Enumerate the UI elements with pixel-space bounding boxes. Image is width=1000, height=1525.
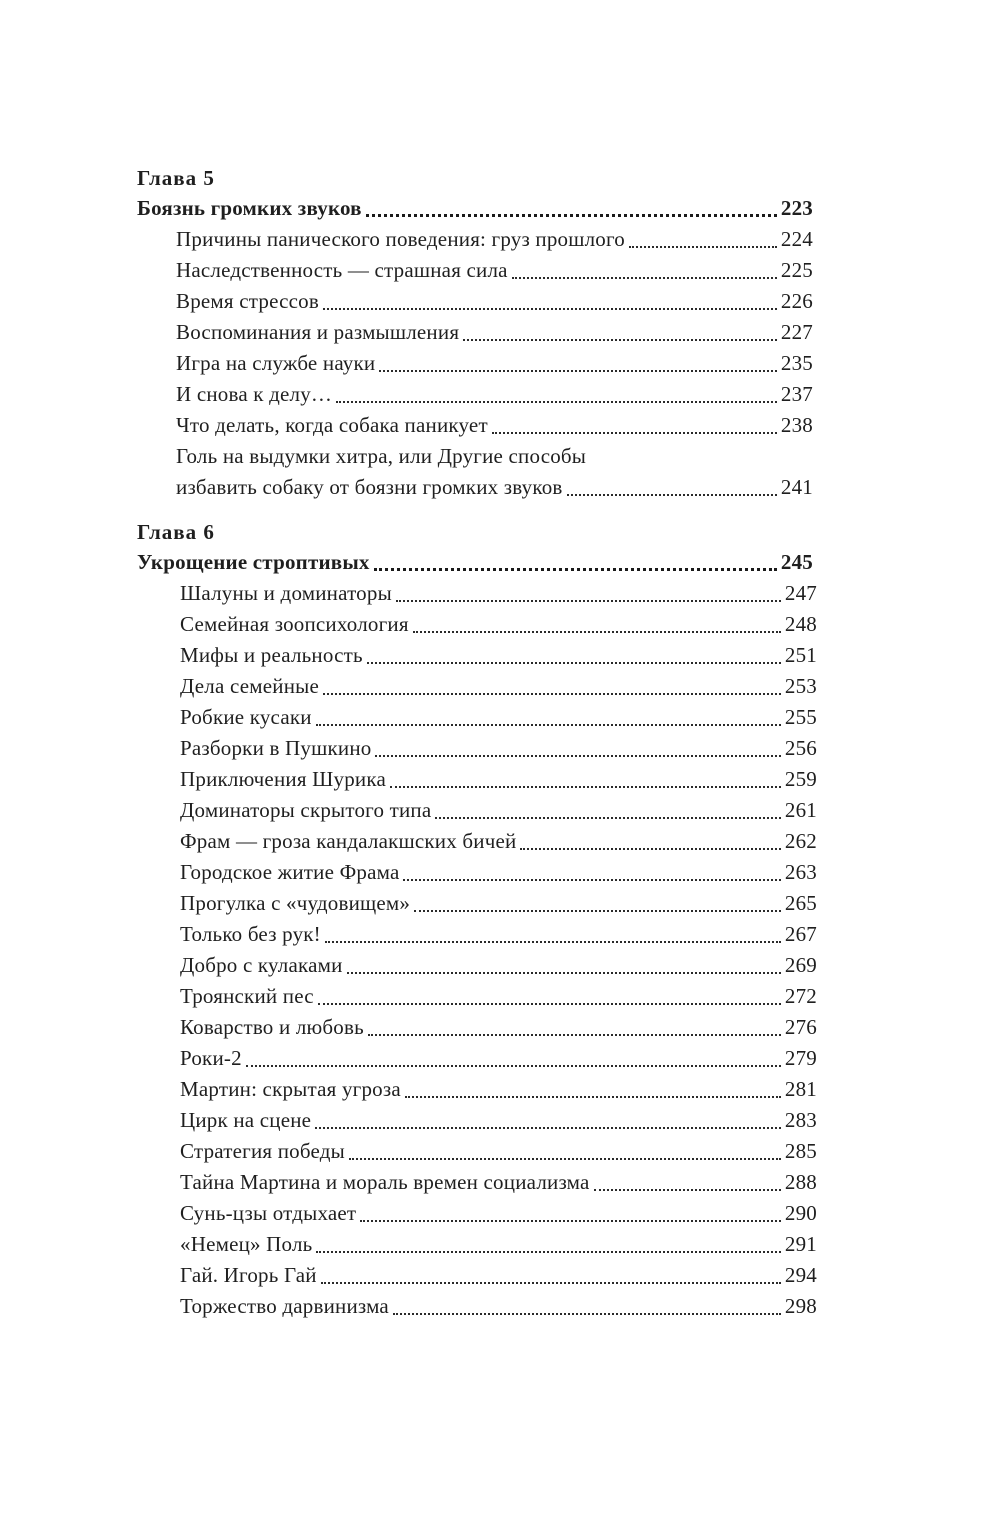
toc-entry[interactable] — [176, 348, 813, 378]
dot-leader — [463, 338, 777, 341]
chapter-title: Боязнь громких звуков — [137, 196, 362, 220]
dot-leader — [366, 213, 777, 217]
dot-leader — [321, 1281, 781, 1284]
toc-entry[interactable] — [180, 1260, 817, 1290]
page-number: 235 — [780, 351, 813, 375]
toc-entry[interactable] — [180, 702, 817, 732]
page-number: 290 — [784, 1201, 817, 1225]
toc-entry[interactable] — [180, 578, 817, 608]
page-number: 281 — [784, 1077, 817, 1101]
dot-leader — [594, 1188, 781, 1191]
page-number: 259 — [784, 767, 817, 791]
page-number: 288 — [784, 1170, 817, 1194]
toc-entry[interactable] — [180, 1074, 817, 1104]
page-number: 285 — [784, 1139, 817, 1163]
dot-leader — [390, 785, 781, 788]
toc-entry[interactable] — [180, 1043, 817, 1073]
dot-leader — [246, 1064, 781, 1067]
entry-title: И снова к делу… — [176, 382, 333, 406]
entry-title: Фрам — гроза кандалакшских бичей — [180, 829, 517, 853]
page-number: 226 — [780, 289, 813, 313]
toc-entry[interactable] — [180, 1198, 817, 1228]
entry-title: Добро с кулаками — [180, 953, 343, 977]
toc-entry[interactable] — [180, 640, 817, 670]
entry-title: Наследственность — страшная сила — [176, 258, 508, 282]
toc-entry[interactable] — [180, 795, 817, 825]
entry-title-line-1[interactable]: Голь на выдумки хитра, или Другие способы — [176, 444, 587, 468]
toc-entry[interactable] — [180, 1229, 817, 1259]
dot-leader — [336, 400, 777, 403]
entry-title: Роки-2 — [180, 1046, 242, 1070]
dot-leader — [405, 1095, 781, 1098]
dot-leader — [375, 754, 780, 757]
toc-entry[interactable] — [180, 919, 817, 949]
toc-entry[interactable] — [180, 1105, 817, 1135]
page-number: 247 — [784, 581, 817, 605]
dot-leader — [316, 723, 781, 726]
page-number: 253 — [784, 674, 817, 698]
dot-leader — [393, 1312, 781, 1315]
toc-entry[interactable] — [176, 379, 813, 409]
dot-leader — [360, 1219, 781, 1222]
toc-entry[interactable] — [180, 671, 817, 701]
page-number: 237 — [780, 382, 813, 406]
page-number: 262 — [784, 829, 817, 853]
page-number: 283 — [784, 1108, 817, 1132]
dot-leader — [379, 369, 777, 372]
entry-title-line-2: избавить собаку от боязни громких звуков — [176, 475, 563, 499]
toc-entry[interactable] — [176, 286, 813, 316]
dot-leader — [323, 692, 781, 695]
dot-leader — [367, 661, 781, 664]
toc-entry[interactable] — [180, 1167, 817, 1197]
page-number: 298 — [784, 1294, 817, 1318]
entry-title: Дела семейные — [180, 674, 319, 698]
toc-entry[interactable] — [180, 733, 817, 763]
toc-entry[interactable] — [180, 764, 817, 794]
page-number: 279 — [784, 1046, 817, 1070]
entry-title: Городское житие Фрама — [180, 860, 400, 884]
entry-title: Причины панического поведения: груз прошлого — [176, 227, 626, 251]
entry-title: Только без рук! — [180, 922, 321, 946]
toc-entry[interactable] — [180, 950, 817, 980]
entry-title: Сунь-цзы отдыхает — [180, 1201, 357, 1225]
dot-leader — [374, 567, 777, 571]
dot-leader — [520, 847, 780, 850]
entry-title: Приключения Шурика — [180, 767, 386, 791]
dot-leader — [629, 245, 777, 248]
page-number: 291 — [784, 1232, 817, 1256]
entry-title: Мифы и реальность — [180, 643, 363, 667]
page-number: 241 — [780, 475, 813, 499]
toc-entry[interactable] — [180, 1291, 817, 1321]
page-number: 255 — [784, 705, 817, 729]
entry-title: Троянский пес — [180, 984, 314, 1008]
dot-leader — [323, 307, 777, 310]
toc-entry[interactable] — [180, 1136, 817, 1166]
entry-title: Что делать, когда собака паникует — [176, 413, 488, 437]
entry-title: Гай. Игорь Гай — [180, 1263, 317, 1287]
page-number: 256 — [784, 736, 817, 760]
dot-leader — [567, 493, 777, 496]
entry-title: «Немец» Поль — [180, 1232, 313, 1256]
entry-title: Разборки в Пушкино — [180, 736, 372, 760]
toc-entry[interactable] — [176, 410, 813, 440]
page-number: 227 — [780, 320, 813, 344]
page-number: 265 — [784, 891, 817, 915]
page-number: 245 — [780, 550, 813, 574]
toc-entry[interactable] — [176, 224, 813, 254]
dot-leader — [492, 431, 777, 434]
toc-entry[interactable] — [180, 826, 817, 856]
chapter-title-entry[interactable] — [137, 547, 813, 577]
page-number: 276 — [784, 1015, 817, 1039]
entry-title: Воспоминания и размышления — [176, 320, 460, 344]
page-number: 251 — [784, 643, 817, 667]
toc-entry[interactable] — [176, 472, 813, 502]
dot-leader — [413, 630, 781, 633]
dot-leader — [403, 878, 780, 881]
entry-title: Время стрессов — [176, 289, 319, 313]
page-number: 261 — [784, 798, 817, 822]
page-number: 224 — [780, 227, 813, 251]
toc-entry[interactable] — [180, 857, 817, 887]
dot-leader — [368, 1033, 781, 1036]
chapter-title: Укрощение строптивых — [137, 550, 370, 574]
page-number: 225 — [780, 258, 813, 282]
entry-title: Доминаторы скрытого типа — [180, 798, 432, 822]
page-number: 248 — [784, 612, 817, 636]
page-number: 272 — [784, 984, 817, 1008]
entry-title: Тайна Мартина и мораль времен социализма — [180, 1170, 590, 1194]
toc-entry[interactable] — [176, 255, 813, 285]
entry-title: Семейная зоопсихология — [180, 612, 409, 636]
entry-title: Стратегия победы — [180, 1139, 345, 1163]
entry-title: Мартин: скрытая угроза — [180, 1077, 401, 1101]
dot-leader — [435, 816, 781, 819]
dot-leader — [347, 971, 781, 974]
dot-leader — [316, 1250, 780, 1253]
dot-leader — [315, 1126, 781, 1129]
chapter-title-entry[interactable] — [137, 193, 813, 223]
page-number: 223 — [780, 196, 813, 220]
toc-entry[interactable] — [176, 317, 813, 347]
toc-entry[interactable] — [180, 888, 817, 918]
dot-leader — [349, 1157, 781, 1160]
dot-leader — [512, 276, 777, 279]
entry-title: Прогулка с «чудовищем» — [180, 891, 411, 915]
page-number: 269 — [784, 953, 817, 977]
entry-title: Коварство и любовь — [180, 1015, 364, 1039]
page-number: 294 — [784, 1263, 817, 1287]
entry-title: Торжество дарвинизма — [180, 1294, 389, 1318]
dot-leader — [318, 1002, 781, 1005]
dot-leader — [396, 599, 781, 602]
entry-title: Цирк на сцене — [180, 1108, 312, 1132]
entry-title: Шалуны и доминаторы — [180, 581, 392, 605]
dot-leader — [325, 940, 781, 943]
toc-entry[interactable] — [180, 1012, 817, 1042]
page-number: 238 — [780, 413, 813, 437]
page-number: 263 — [784, 860, 817, 884]
chapter-label: Глава 6 — [137, 520, 215, 544]
entry-title: Робкие кусаки — [180, 705, 312, 729]
entry-title: Игра на службе науки — [176, 351, 376, 375]
page-number: 267 — [784, 922, 817, 946]
toc-entry[interactable] — [180, 981, 817, 1011]
chapter-label: Глава 5 — [137, 166, 215, 190]
dot-leader — [414, 909, 781, 912]
toc-entry[interactable] — [180, 609, 817, 639]
